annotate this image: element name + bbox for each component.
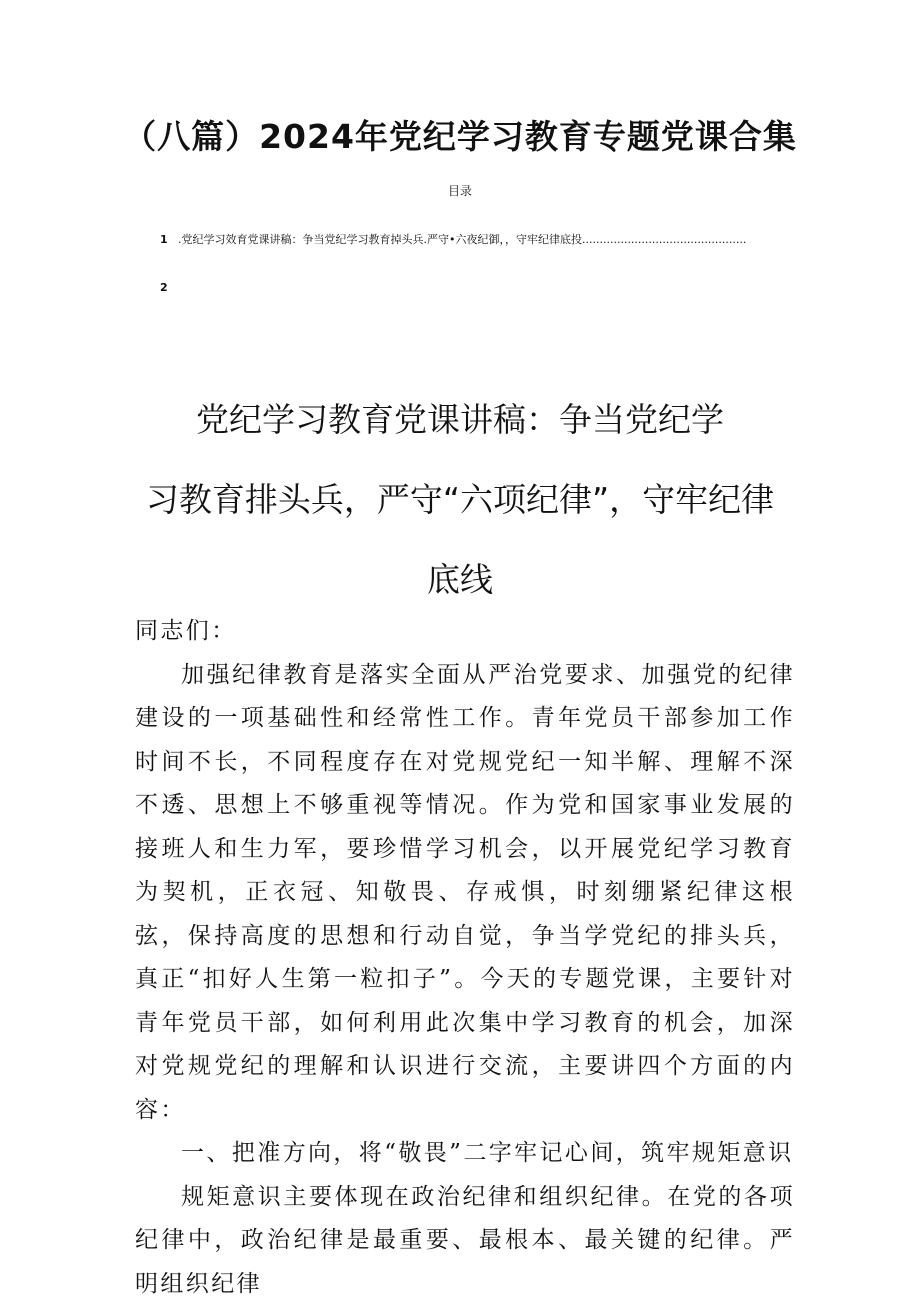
speech-title-line-3: 底线 bbox=[0, 540, 920, 620]
document-title: （八篇）2024年党纪学习教育专题党课合集 bbox=[0, 112, 920, 162]
toc-entry-text: .党纪学习效育党课讲稿：争当党纪学习教育掉头兵.严守•六夜纪御，，守牢纪律底投 bbox=[178, 233, 582, 246]
body-paragraph-1: 加强纪律教育是落实全面从严治党要求、加强党的纪律建设的一项基础性和经常性工作。青年党员干部参加工作时间不长，不同程度存在对党规党纪一知半解、理解不深不透、思想上不够重视等情况。作为党和国家事业发展的接班人和生力军，要珍惜学习机会，以开展党纪学习教育为契机，正衣冠、知敬畏、存戒惧，时刻绷紧纪律这根弦，保持高度的思想和行动自觉，争当学党纪的排头兵，真正“扣好人生第一粒扣子”。今天的专题党课，主要针对青年党员干部，如何利用此次集中学习教育的机会，加深对党规党纪的理解和认识进行交流，主要讲四个方面的内容： bbox=[135, 654, 795, 1133]
toc-entry[interactable] bbox=[160, 230, 760, 250]
speech-title-line-1: 党纪学习教育党课讲稿：争当党纪学 bbox=[0, 380, 920, 460]
section-heading-1: 一、把准方向，将“敬畏”二字牢记心间，筑牢规矩意识 bbox=[135, 1132, 795, 1176]
toc-entry-number: 2 bbox=[160, 278, 178, 298]
toc-entry[interactable] bbox=[160, 278, 760, 298]
salutation: 同志们： bbox=[135, 610, 795, 654]
body-paragraph-2: 规矩意识主要体现在政治纪律和组织纪律。在党的各项纪律中，政治纪律是最重要、最根本、最关键的纪律。严明组织纪律 bbox=[135, 1176, 795, 1306]
toc-entry-leader: ............................................... bbox=[582, 233, 746, 246]
toc-entry-number: 1 bbox=[160, 230, 178, 250]
speech-body bbox=[135, 610, 795, 1306]
speech-title-line-2: 习教育排头兵，严守“六项纪律”，守牢纪律 bbox=[0, 460, 920, 540]
toc-heading: 目录 bbox=[0, 181, 920, 201]
speech-title bbox=[0, 380, 920, 620]
